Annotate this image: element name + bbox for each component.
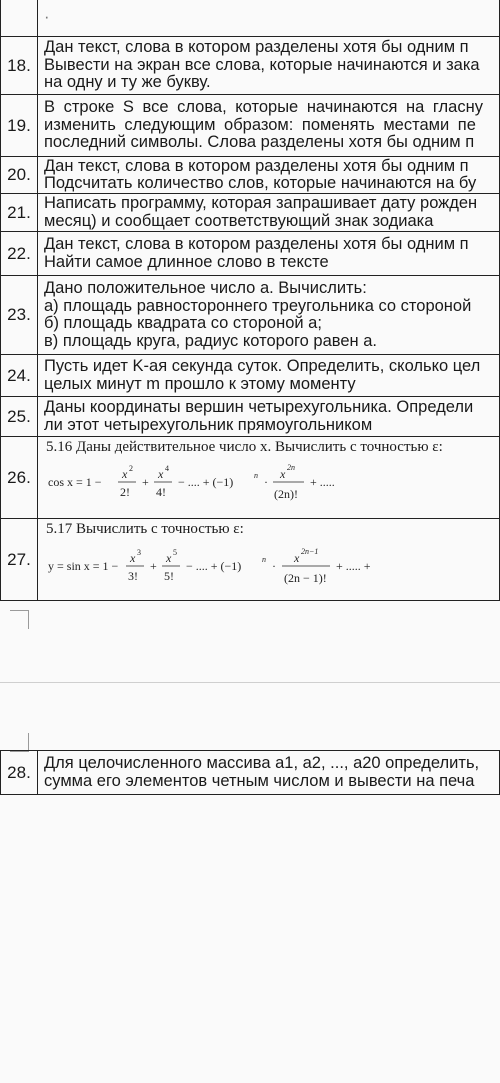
plus-sign: + (142, 475, 149, 489)
row-number: 28. (1, 751, 38, 795)
text-line: Для целочисленного массива а1, а2, ..., а20 определить, (44, 754, 480, 772)
formula-tail: + ..... + (336, 559, 371, 573)
row-number (1, 0, 38, 37)
text-line: Вывести на экран все слова, которые начинаются и зака (44, 55, 480, 74)
text-line: изменить следующим образом: поменять местами пе (44, 115, 476, 134)
term2-denominator: 4! (156, 485, 166, 499)
text-line: Найти самое длинное слово в тексте (44, 252, 329, 271)
task-heading: 5.17 Вычислить с точностью ε: (46, 521, 244, 537)
text-line: последний символы. Слова разделены хотя бы одним п (44, 133, 475, 152)
text-line: Дан текст, слова в котором разделены хотя бы одним п (44, 156, 469, 175)
term1-denominator: 2! (120, 485, 130, 499)
text-line: сумма его элементов четным числом и вывести на печа (44, 771, 475, 790)
table-row (1, 437, 500, 519)
table-row (1, 157, 500, 194)
formula-lhs: cos x = 1 − (48, 475, 102, 489)
text-line: в) площадь круга, радиус которого равен а. (44, 331, 377, 350)
multiply-dot: · (272, 559, 276, 573)
row-text (38, 37, 500, 95)
sin-series-formula (48, 542, 498, 598)
table-row (1, 276, 500, 355)
text-line: · (44, 7, 50, 26)
text-line: Даны координаты вершин четырехугольника. Определи (44, 398, 474, 416)
formula-middle: − .... + (−1) (186, 559, 242, 573)
term1-denominator: 3! (128, 569, 138, 583)
sign-power: n (254, 471, 258, 480)
term3-numerator: x (280, 467, 286, 481)
table-row (1, 355, 500, 397)
sign-power: n (262, 555, 266, 564)
table-row (1, 194, 500, 232)
row-text (38, 397, 500, 437)
term3-denominator: (2n)! (274, 487, 298, 501)
term2-numerator: x (166, 551, 172, 565)
text-line: ли этот четырехугольник прямоугольником (44, 415, 373, 434)
formula-lhs: y = sin x = 1 − (48, 559, 119, 573)
term2-exponent: 5 (173, 548, 177, 557)
text-line: целых минут m прошло к этому моменту (44, 374, 356, 393)
term3-denominator: (2n − 1)! (284, 571, 327, 585)
row-text (38, 751, 500, 795)
text-line: Дан текст, слова в котором разделены хотя бы одним п (44, 38, 469, 57)
row-number: 19. (1, 95, 38, 157)
row-text (38, 95, 500, 157)
row-number: 21. (1, 194, 38, 232)
term1-numerator: x (130, 551, 136, 565)
term1-exponent: 3 (137, 548, 141, 557)
page-divider (0, 682, 500, 683)
table-row (1, 751, 500, 795)
row-text (38, 232, 500, 276)
text-line: б) площадь квадрата со стороной а; (44, 314, 322, 332)
table-row (1, 519, 500, 601)
term3-exponent: 2n (287, 463, 295, 472)
row-text (38, 0, 500, 37)
text-line: Дан текст, слова в котором разделены хотя бы одним п (44, 235, 469, 253)
text-line: на одну и ту же букву. (44, 73, 211, 92)
table-row (1, 37, 500, 95)
formula-tail: + ..... (310, 475, 335, 489)
row-number: 20. (1, 157, 38, 194)
cos-series-formula (48, 458, 498, 514)
text-line: Подсчитать количество слов, которые начинаются на бу (44, 174, 477, 192)
term1-exponent: 2 (129, 464, 133, 473)
row-number: 23. (1, 276, 38, 355)
table-row (1, 397, 500, 437)
row-number: 22. (1, 232, 38, 276)
row-text (38, 276, 500, 355)
table-row (1, 232, 500, 276)
row-text (38, 437, 500, 519)
row-number: 27. (1, 519, 38, 601)
page-corner-mark (10, 610, 29, 629)
row-text (38, 194, 500, 232)
text-line: В строке S все слова, которые начинаются на гласну (44, 98, 483, 117)
task-table-continued (0, 750, 500, 795)
term2-denominator: 5! (164, 569, 174, 583)
term3-numerator: x (294, 551, 300, 565)
text-line: а) площадь равностороннего треугольника со стороной (44, 296, 472, 315)
row-number: 26. (1, 437, 38, 519)
plus-sign: + (150, 559, 157, 573)
term3-exponent: 2n−1 (301, 547, 319, 556)
formula-middle: − .... + (−1) (178, 475, 234, 489)
text-line: Дано положительное число а. Вычислить: (44, 279, 367, 297)
table-row (1, 95, 500, 157)
text-line: Пусть идет K-ая секунда суток. Определить, сколько цел (44, 357, 481, 375)
row-text (38, 355, 500, 397)
text-line: месяц) и сообщает соответствующий знак зодиака (44, 211, 434, 230)
multiply-dot: · (264, 475, 268, 489)
row-text (38, 157, 500, 194)
term2-numerator: x (158, 467, 164, 481)
row-number: 24. (1, 355, 38, 397)
row-number: 25. (1, 397, 38, 437)
term2-exponent: 4 (165, 464, 169, 473)
table-row (1, 0, 500, 37)
row-text (38, 519, 500, 601)
task-heading: 5.16 Даны действительное число x. Вычислить с точностью ε: (46, 439, 443, 455)
text-line: Написать программу, которая запрашивает дату рожден (44, 194, 478, 212)
term1-numerator: x (122, 467, 128, 481)
row-number: 18. (1, 37, 38, 95)
